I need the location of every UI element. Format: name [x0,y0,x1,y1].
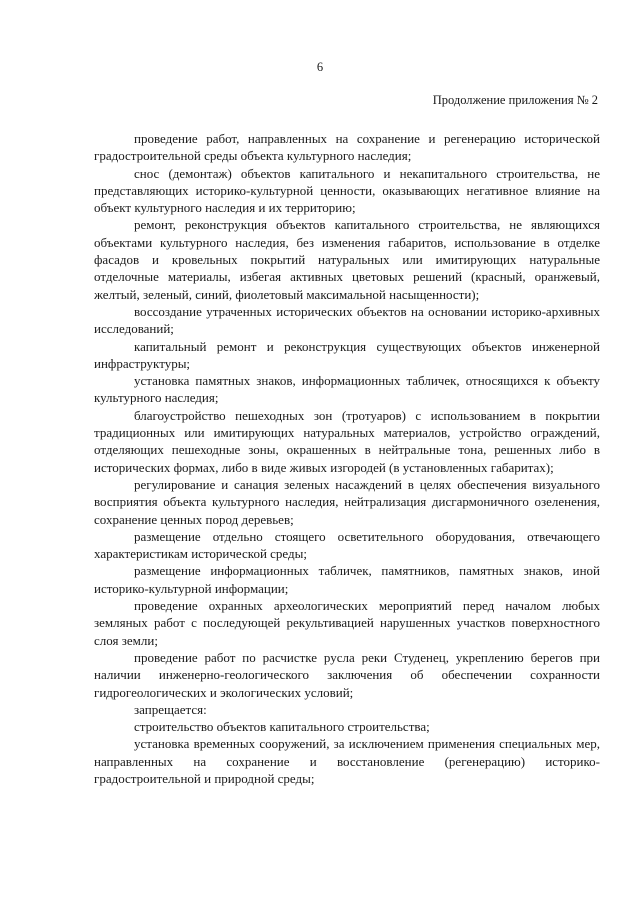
paragraph: установка памятных знаков, информационных табличек, относящихся к объекту культурного наследия; [94,373,600,406]
paragraph: проведение работ по расчистке русла реки Студенец, укреплению берегов при наличии инженерно-геологического заключения об обеспечении сохранности гидрогеологических и экологических условий; [94,649,600,700]
paragraph: регулирование и санация зеленых насаждений в целях обеспечения визуального восприятия объекта культурного наследия, нейтрализация дисгармоничного озеленения, сохранение ценных пород деревьев; [94,476,600,527]
document-body [94,130,600,787]
paragraph: размещение информационных табличек, памятников, памятных знаков, иной историко-культурной информации; [94,563,600,596]
paragraph: установка временных сооружений, за исключением применения специальных мер, направленных на сохранение и восстановление (регенерацию) историко-градостроительной и природной среды; [94,736,600,786]
paragraph: размещение отдельно стоящего осветительного оборудования, отвечающего характеристикам исторической среды; [94,528,600,562]
paragraph: ремонт, реконструкция объектов капитального строительства, не являющихся объектами культурного наследия, без изменения габаритов, использование в отделке фасадов и кровельных покрытий натуральных или имитирующих натуральные отделочные материалы, избегая активных цветовых решений (красный, оранжевый, желтый, зеленый, синий, фиолетовый максимальной насыщенности); [94,217,600,302]
page-number: 6 [316,60,324,74]
paragraph: проведение охранных археологических мероприятий перед началом любых земляных работ с последующей рекультивацией нарушенных участков поверхностного слоя земли; [94,598,600,648]
paragraph: строительство объектов капитального строительства; [134,719,430,735]
paragraph: благоустройство пешеходных зон (тротуаров) с использованием в покрытии традиционных или имитирующих натуральных материалов, устройство ограждений, отделяющих пешеходные зоны, окрашенных в нейтральные тона, решенных либо в исторических формах, либо в виде живых изгородей (в установленных габаритах); [94,407,600,475]
paragraph: капитальный ремонт и реконструкция существующих объектов инженерной инфраструктуры; [94,338,600,371]
paragraph: снос (демонтаж) объектов капитального и некапитального строительства, не представляющих историко-культурной ценности, оказывающих негативное влияние на объект культурного наследия и их территорию; [94,165,600,216]
paragraph-prohibited-heading: запрещается: [134,701,207,717]
paragraph: проведение работ, направленных на сохранение и регенерацию исторической градостроительной среды объекта культурного наследия; [94,131,600,164]
paragraph: воссоздание утраченных исторических объектов на основании историко-архивных исследований; [94,303,600,337]
appendix-continuation-label: Продолжение приложения № 2 [432,93,598,107]
